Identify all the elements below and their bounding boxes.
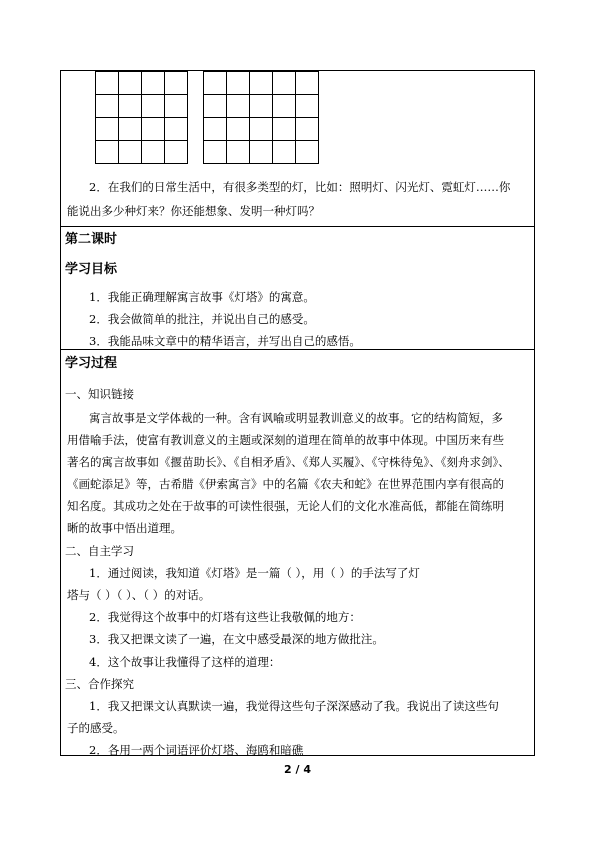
part1-line: 用借喻手法，使富有教训意义的主题或深刻的道理在简单的故事中体现。中国历来有些 (67, 433, 504, 447)
writing-grid-right (203, 71, 319, 164)
part2-item: 塔与（ ）（ ）、（ ）的对话。 (67, 588, 211, 602)
part3-title: 三、合作探究 (65, 677, 134, 691)
goal-2: 2．我会做简单的批注，并说出自己的感受。 (89, 312, 315, 326)
part3-item: 2．各用一两个词语评价灯塔、海鸥和暗礁 (89, 743, 304, 757)
goal-3: 3．我能品味文章中的精华语言，并写出自己的感悟。 (89, 334, 361, 348)
part1-line: 著名的寓言故事如《揠苗助长》、《自相矛盾》、《郑人买履》、《守株待兔》、《刻舟求剑》、 (67, 455, 510, 469)
part2-item: 2．我觉得这个故事中的灯塔有这些让我敬佩的地方： (89, 610, 361, 624)
part3-item: 1．我又把课文认真默读一遍，我觉得这些句子深深感动了我。我说出了读这些句 (89, 699, 499, 713)
part2-title: 二、自主学习 (65, 544, 134, 558)
writing-grid-left (95, 71, 188, 164)
page-number: 2 / 4 (284, 763, 311, 776)
lesson2-title: 第二课时 (65, 232, 118, 247)
part1-title: 一、知识链接 (65, 387, 134, 401)
part2-item: 4．这个故事让我懂得了这样的道理： (89, 655, 281, 669)
part1-line: 晰的故事中悟出道理。 (67, 521, 182, 535)
part1-line: 《画蛇添足》等，古希腊《伊索寓言》中的名篇《农夫和蛇》在世界范围内享有很高的 (67, 477, 504, 491)
goal-1: 1．我能正确理解寓言故事《灯塔》的寓意。 (89, 290, 315, 304)
goals-heading: 学习目标 (65, 262, 118, 277)
part2-item: 3．我又把课文读了一遍，在文中感受最深的地方做批注。 (89, 632, 384, 646)
question-2-line1: 2．在我们的日常生活中，有很多类型的灯，比如：照明灯、闪光灯、霓虹灯……你 (89, 180, 511, 194)
part2-item: 1．通过阅读，我知道《灯塔》是一篇（ ），用（ ）的手法写了灯 (89, 566, 420, 580)
question-2-line2: 能说出多少种灯来？你还能想象、发明一种灯吗？ (67, 204, 320, 218)
divider (61, 349, 534, 350)
part1-line: 寓言故事是文学体裁的一种。含有讽喻或明显教训意义的故事。它的结构简短，多 (89, 411, 503, 425)
worksheet-table (60, 70, 535, 756)
process-heading: 学习过程 (65, 356, 118, 371)
part3-item: 子的感受。 (67, 721, 125, 735)
part1-line: 知名度。其成功之处在于故事的可读性很强，无论人们的文化水准高低，都能在简练明 (67, 499, 504, 513)
divider (61, 226, 534, 227)
